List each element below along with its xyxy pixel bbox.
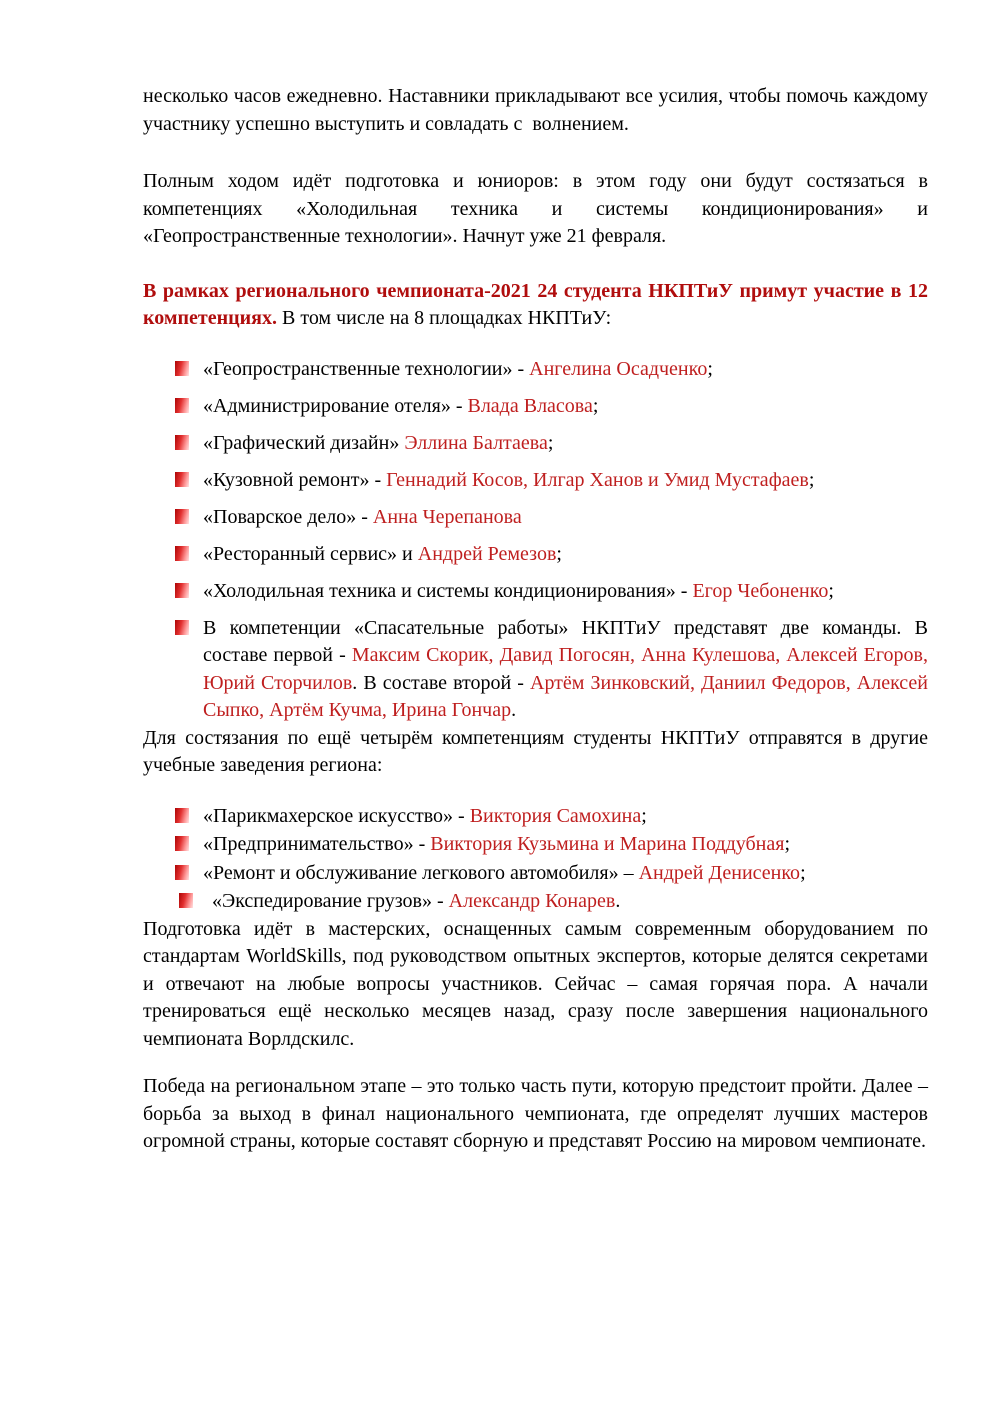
list-item-text	[203, 615, 928, 725]
participant-name-red: Андрей Ремезов	[417, 542, 557, 565]
competition-text: «Администрирование отеля» -	[203, 394, 468, 417]
bullet-square-icon	[175, 398, 189, 413]
paragraph-juniors: Полным ходом идёт подготовка и юниоров: в этом году они будут состязаться в компетенциях «Холодильная техника и системы кондиционирования» и «Геопространственные технологии». Начнут уже 21 февраля.	[143, 170, 928, 247]
list-item-text	[203, 803, 928, 831]
list-item-text	[203, 356, 928, 384]
bullet-square-icon	[175, 808, 189, 823]
competition-text: . В составе второй -	[352, 671, 530, 694]
competition-text: «Холодильная техника и системы кондиционирования» -	[203, 579, 693, 602]
competition-text: «Графический дизайн»	[203, 431, 405, 454]
list-item	[175, 615, 928, 725]
bullet-square-icon	[175, 509, 189, 524]
paragraph-preparation: Подготовка идёт в мастерских, оснащенных самым современным оборудованием по стандартам WorldSkills, под руководством опытных экспертов, которые делятся секретами и отвечают на любые вопросы участников. Сейчас – самая горячая пора. А начали тренироваться ещё несколько месяцев назад, сразу после завершения национального чемпионата Ворлдскилс.	[143, 917, 928, 1050]
participant-name-red: Александр Конарев	[448, 890, 616, 912]
competition-text: «Кузовной ремонт» -	[203, 468, 387, 491]
participant-name-red: Андрей Денисенко	[638, 861, 801, 884]
competition-text: .	[615, 890, 621, 912]
list-item-text	[203, 467, 928, 495]
list-item	[175, 803, 928, 831]
bullet-square-icon	[175, 546, 189, 561]
list-item	[175, 356, 928, 384]
participant-name-red: Виктория Кузьмина и Марина Поддубная	[430, 833, 785, 855]
competition-text: ;	[828, 579, 834, 602]
competition-text: «Предпринимательство» -	[203, 833, 431, 855]
competition-text: «Ресторанный сервис» и	[203, 542, 418, 565]
participant-name-red: Геннадий Косов, Илгар Ханов и Умид Мустафаев	[386, 468, 809, 491]
participant-name-red: Влада Власова	[467, 394, 593, 417]
participant-name-red: Ангелина Осадченко	[529, 357, 708, 380]
list-item-text	[203, 393, 928, 421]
list-item	[175, 578, 928, 606]
bullet-list-nkptiu-sites	[175, 356, 928, 725]
competition-text: «Поварское дело» -	[203, 505, 373, 528]
competition-text: ;	[641, 804, 647, 827]
list-item-text	[203, 541, 928, 569]
competition-text: ;	[592, 394, 599, 417]
bullet-square-icon	[175, 435, 189, 450]
list-item	[175, 888, 928, 916]
bullet-square-icon	[175, 620, 189, 635]
list-item	[175, 860, 928, 888]
list-item	[175, 831, 928, 859]
heading-rest-text: В том числе на 8 площадках НКПТиУ:	[277, 307, 612, 329]
list-item	[175, 430, 928, 458]
paragraph-victory: Победа на региональном этапе – это только часть пути, которую предстоит пройти. Далее – борьба за выход в финал национального чемпионата, где определят лучших мастеров огромной страны, которые составят сборную и представят Россию на мировом чемпионате.	[143, 1075, 928, 1152]
participant-name-red: Виктория Самохина	[469, 804, 642, 827]
list-item-text	[203, 430, 928, 458]
list-item	[175, 393, 928, 421]
bullet-square-icon	[175, 583, 189, 598]
competition-text: .	[511, 699, 517, 721]
list-item	[175, 504, 928, 532]
bullet-square-icon	[175, 836, 189, 851]
bullet-square-icon	[179, 893, 193, 908]
competition-text: ;	[547, 431, 554, 454]
competition-text: ;	[800, 861, 806, 884]
list-item-text	[207, 888, 928, 916]
bullet-square-icon	[175, 865, 189, 880]
competition-text: «Геопространственные технологии» -	[203, 357, 530, 380]
participant-name-red: Егор Чебоненко	[692, 579, 829, 602]
competition-text: ;	[784, 833, 791, 855]
competition-text: ;	[808, 468, 815, 491]
competition-text: «Ремонт и обслуживание легкового автомобиля» –	[203, 861, 639, 884]
list-item-text	[203, 504, 928, 532]
participant-name-red: Артём Зинковский, Даниил Федоров, Алексей Сыпко, Артём Кучма, Ирина Гончар	[203, 671, 928, 721]
section-heading	[143, 278, 928, 333]
paragraph-other-venues: Для состязания по ещё четырём компетенциям студенты НКПТиУ отправятся в другие учебные заведения региона:	[143, 726, 928, 776]
bullet-square-icon	[175, 361, 189, 376]
list-item-text	[203, 578, 928, 606]
competition-text: «Экспедирование грузов» -	[207, 890, 449, 912]
competition-text: ;	[707, 357, 713, 380]
competition-text: «Парикмахерское искусство» -	[203, 804, 470, 827]
participant-name-red: Максим Скорик, Давид Погосян, Анна Кулешова, Алексей Егоров, Юрий Сторчилов	[203, 644, 928, 694]
bullet-square-icon	[175, 472, 189, 487]
list-item	[175, 541, 928, 569]
competition-text: ;	[556, 542, 562, 565]
list-item-text	[203, 831, 928, 859]
participant-name-red: Анна Черепанова	[372, 505, 522, 528]
participant-name-red: Эллина Балтаева	[404, 431, 548, 454]
list-item	[175, 467, 928, 495]
bullet-list-other-sites	[175, 803, 928, 916]
paragraph-intro-mentors: несколько часов ежедневно. Наставники прикладывают все усилия, чтобы помочь каждому участнику успешно выступить и совладать с волнением.	[143, 85, 928, 135]
competition-text: В компетенции «Спасательные работы» НКПТиУ представят две команды. В составе первой -	[203, 616, 928, 666]
list-item-text	[203, 860, 928, 888]
heading-red-text: В рамках регионального чемпионата-2021 24 студента НКПТиУ примут участие в 12 компетенциях.	[143, 279, 928, 329]
